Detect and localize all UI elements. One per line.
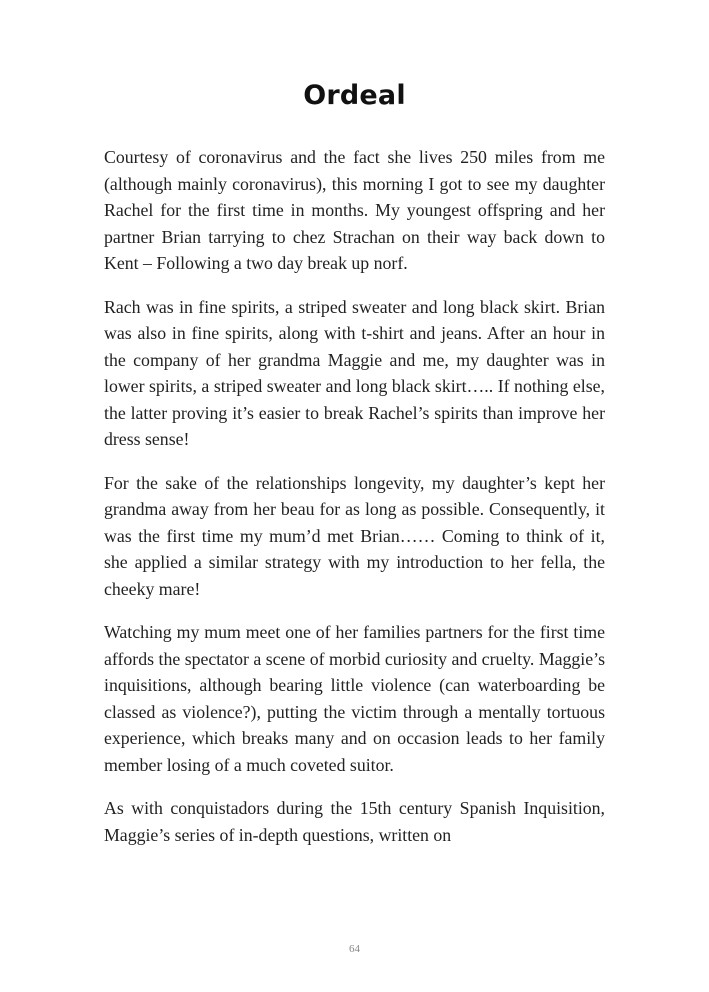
- paragraph-5: As with conquistadors during the 15th century Spanish Inquisition, Maggie’s series of in-depth questions, written on: [104, 798, 605, 845]
- page-number: 64: [349, 943, 360, 955]
- paragraph-1: Courtesy of coronavirus and the fact she lives 250 miles from me (although mainly coronavirus), this morning I got to see my daughter Rachel for the first time in months. My youngest offspring and her partner Brian tarrying to chez Strachan on their way back down to Kent – Following a two day break up norf.: [104, 147, 605, 273]
- chapter-body: [104, 144, 605, 865]
- paragraph-3: For the sake of the relationships longevity, my daughter’s kept her grandma away from her beau for as long as possible. Consequently, it was the first time my mum’d met Brian…… Coming to think of it, she applied a similar strategy with my introduction to her fella, the cheeky mare!: [104, 472, 605, 599]
- chapter-title: Ordeal: [303, 80, 406, 111]
- paragraph-4: Watching my mum meet one of her families partners for the first time affords the spectator a scene of morbid curiosity and cruelty. Maggie’s inquisitions, although bearing little violence (can waterboarding be classed as violence?), putting the victim through a mentally tortuous experience, which breaks many and on occasion leads to her family member losing of a much coveted suitor.: [104, 622, 605, 775]
- paragraph-2: Rach was in fine spirits, a striped sweater and long black skirt. Brian was also in fine spirits, along with t-shirt and jeans. After an hour in the company of her grandma Maggie and me, my daughter was in lower spirits, a striped sweater and long black skirt….. If nothing else, the latter proving it’s easier to break Rachel’s spirits than improve her dress sense!: [104, 296, 605, 449]
